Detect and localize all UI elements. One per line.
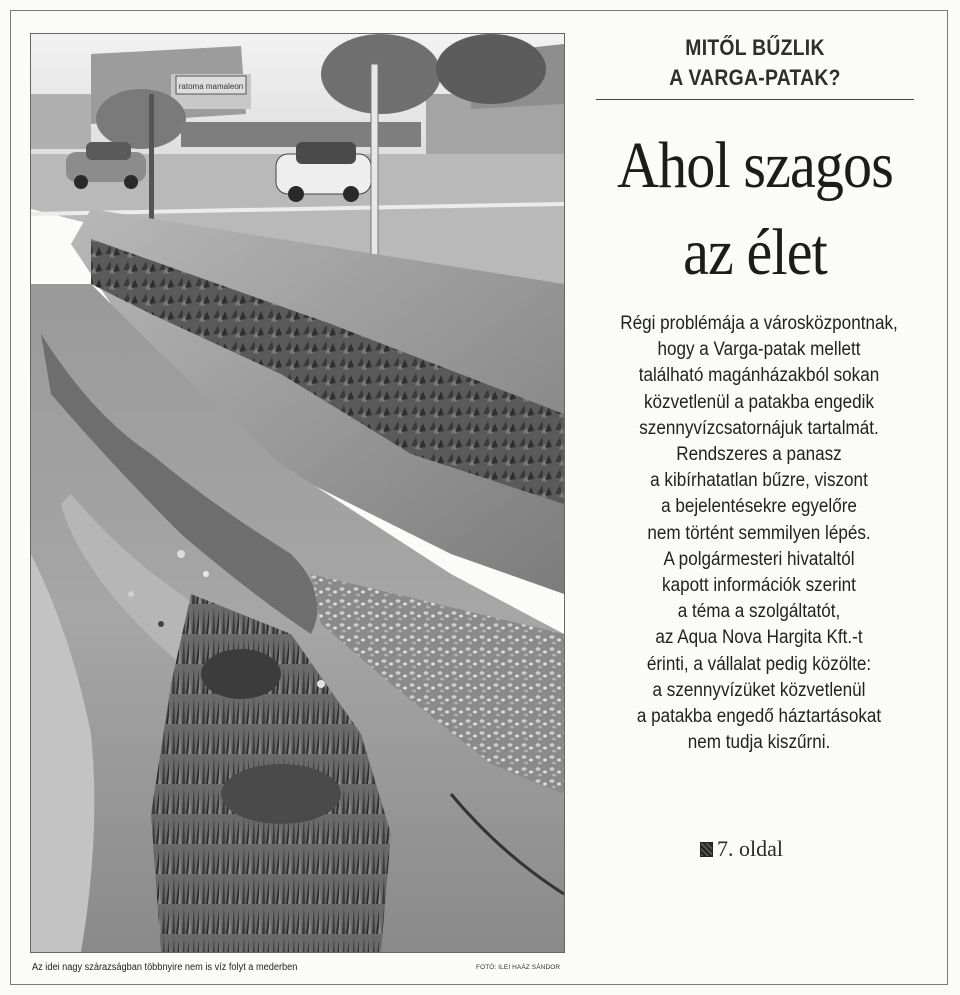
photo-credit: FOTÓ: ILEI HAÁZ SÁNDOR: [476, 964, 561, 971]
lead-line: nem tudja kiszűrni.: [687, 732, 831, 754]
sign-text: ratoma mamaleon: [178, 82, 244, 91]
lead-line: érinti, a vállalat pedig közölte:: [646, 653, 872, 675]
lead-line: szennyvízcsatornájuk tartalmát.: [639, 417, 879, 439]
lead-paragraph: [602, 311, 917, 756]
headline: [592, 122, 918, 296]
lead-line: a kibírhatatlan bűzre, viszont: [650, 470, 868, 492]
headline-line-1: Ahol szagos: [617, 129, 893, 202]
lead-line: közvetlenül a patakba engedik: [643, 391, 875, 413]
kicker-line-2: A VARGA-PATAK?: [669, 65, 841, 90]
lead-line: nem történt semmilyen lépés.: [647, 522, 871, 544]
creek-photo-illustration: [31, 34, 564, 952]
lead-line: hogy a Varga-patak mellett: [657, 339, 861, 361]
page-reference-text: 7. oldal: [717, 836, 783, 861]
lead-line: Régi problémája a városközpontnak,: [620, 313, 898, 334]
kicker-divider: [596, 99, 914, 100]
lead-line: kapott információk szerint: [662, 575, 856, 597]
kicker-line-1: MITŐL BŰZLIK: [685, 35, 825, 60]
arrow-square-icon: [700, 842, 713, 857]
lead-line: a patakba engedő háztartásokat: [636, 706, 882, 728]
lead-line: található magánházakból sokan: [638, 365, 880, 387]
headline-line-2: az élet: [683, 216, 827, 289]
lead-line: a bejelentésekre egyelőre: [661, 496, 857, 518]
lead-line: az Aqua Nova Hargita Kft.-t: [655, 627, 863, 649]
lead-line: Rendszeres a panasz: [676, 444, 842, 466]
lead-line: a téma a szolgáltatót,: [677, 601, 841, 623]
lead-line: a szennyvízüket közvetlenül: [652, 679, 866, 701]
photo-caption: Az idei nagy szárazságban többnyire nem is víz folyt a mederben: [32, 962, 298, 973]
kicker: [614, 33, 896, 93]
lead-line: A polgármesteri hivataltól: [663, 548, 855, 570]
creek-photo: [30, 33, 565, 953]
page-reference: [700, 836, 830, 862]
